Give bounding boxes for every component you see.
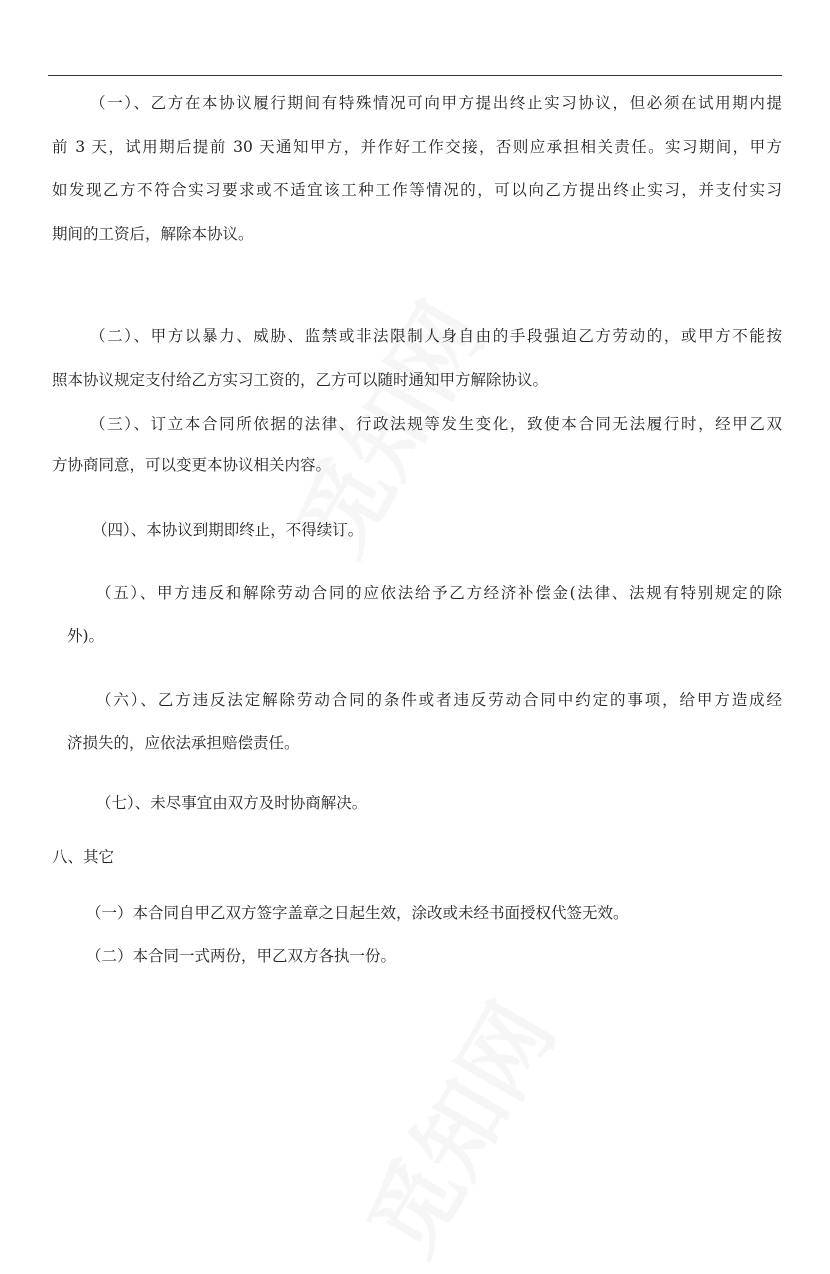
paragraph-line: 方协商同意，可以变更本协议相关内容。 xyxy=(52,456,332,474)
paragraph-line: （七）、未尽事宜由双方及时协商解决。 xyxy=(96,794,368,812)
paragraph-line: 前 3 天，试用期后提前 30 天通知甲方，并作好工作交接，否则应承担相关责任。实习期间，甲方 xyxy=(52,137,782,156)
paragraph-line: （六）、乙方违反法定解除劳动合同的条件或者违反劳动合同中约定的事项，给甲方造成经 xyxy=(96,691,782,709)
header-rule xyxy=(48,75,782,76)
watermark xyxy=(331,976,579,1274)
paragraph-line: （一）、乙方在本协议履行期间有特殊情况可向甲方提出终止实习协议，但必须在试用期内提 xyxy=(90,94,782,112)
paragraph-line: （一）本合同自甲乙双方签字盖章之日起生效，涂改或未经书面授权代签无效。 xyxy=(86,904,629,922)
paragraph-line: 外)。 xyxy=(67,627,105,645)
paragraph-line: （四）、本协议到期即终止，不得续订。 xyxy=(92,521,364,539)
paragraph-line: （三）、订立本合同所依据的法律、行政法规等发生变化，致使本合同无法履行时，经甲乙双 xyxy=(90,415,782,433)
paragraph-line: 期间的工资后，解除本协议。 xyxy=(52,224,254,243)
paragraph-line: （五）、甲方违反和解除劳动合同的应依法给予乙方经济补偿金(法律、法规有特别规定的除 xyxy=(96,584,782,602)
paragraph-line: 照本协议规定支付给乙方实习工资的，乙方可以随时通知甲方解除协议。 xyxy=(52,371,549,389)
paragraph-line: 八、其它 xyxy=(52,848,115,866)
paragraph-line: （二）本合同一式两份，甲乙双方各执一份。 xyxy=(86,947,397,965)
paragraph-line: 济损失的，应依法承担赔偿责任。 xyxy=(67,734,300,752)
paragraph-line: （二）、甲方以暴力、威胁、监禁或非法限制人身自由的手段强迫乙方劳动的，或甲方不能按 xyxy=(90,327,782,345)
paragraph-line: 如发现乙方不符合实习要求或不适宜该工种工作等情况的，可以向乙方提出终止实习，并支付实习 xyxy=(52,181,782,199)
